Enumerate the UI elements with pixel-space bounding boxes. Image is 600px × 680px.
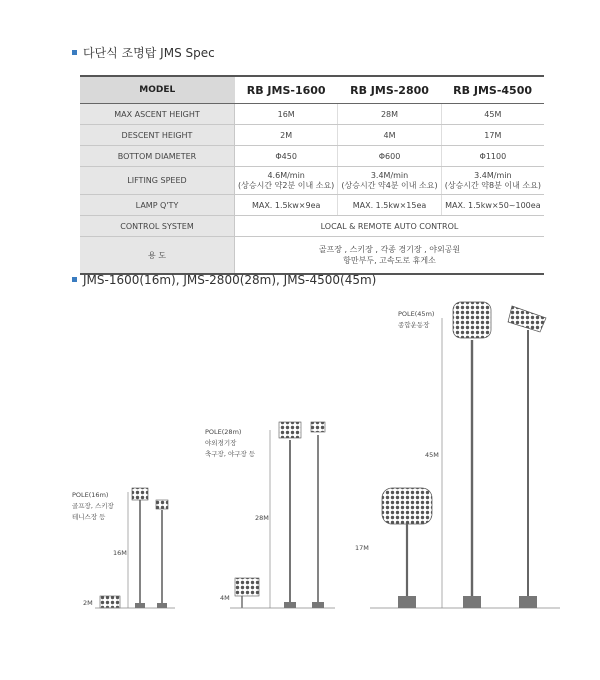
- section-title-spec: [72, 44, 215, 61]
- header-jms-1600: RB JMS-1600: [235, 76, 338, 104]
- cell-value: 17M: [441, 125, 544, 146]
- cell-value: Φ600: [338, 146, 441, 167]
- section-title-text: JMS-1600(16m), JMS-2800(28m), JMS-4500(45m): [83, 273, 377, 287]
- pole-base-icon: [398, 596, 416, 608]
- pole-16m-line2: 테니스장 등: [72, 513, 106, 521]
- pole-45m-line1: 종합운동장: [398, 321, 430, 329]
- pole-base-icon: [284, 602, 296, 608]
- lamp-head-icon: [156, 500, 168, 509]
- speed-value: 4.6M/min: [267, 170, 305, 180]
- pole-28m-title: POLE(28m): [205, 428, 242, 436]
- pole-28m-height-max: 28M: [255, 514, 269, 522]
- table-header-row: [80, 76, 544, 104]
- usage-line-1: 골프장 , 스키장 , 각종 경기장 , 야외공원: [318, 245, 461, 254]
- lamp-head-icon: [508, 306, 546, 332]
- row-label: LIFTING SPEED: [80, 167, 235, 195]
- table-row: [80, 125, 544, 146]
- table-row: [80, 104, 544, 125]
- header-model: MODEL: [80, 76, 235, 104]
- pole-45m-height-max: 45M: [425, 451, 439, 459]
- lamp-head-icon: [132, 488, 148, 500]
- pole-45m-height-min: 17M: [355, 544, 369, 552]
- lamp-head-icon: [311, 422, 325, 432]
- table-row: [80, 195, 544, 216]
- speed-note: (상승시간 약4분 이내 소요): [341, 180, 438, 190]
- cell-value: [338, 167, 441, 195]
- lamp-head-icon: [279, 422, 301, 438]
- pole-28m-group: [205, 422, 335, 608]
- pole-base-icon: [519, 596, 537, 608]
- cell-value: MAX. 1.5kw×9ea: [235, 195, 338, 216]
- pole-16m-title: POLE(16m): [72, 491, 109, 499]
- cell-value: Φ450: [235, 146, 338, 167]
- table-row: [80, 237, 544, 275]
- pole-45m-title: POLE(45m): [398, 310, 435, 318]
- pole-base-icon: [135, 603, 145, 608]
- bullet-square-icon: [72, 277, 77, 282]
- row-label: MAX ASCENT HEIGHT: [80, 104, 235, 125]
- bullet-square-icon: [72, 50, 77, 55]
- usage-line-2: 항만부두, 고속도로 휴게소: [343, 256, 436, 265]
- pole-28m-height-min: 4M: [220, 594, 230, 602]
- pole-base-icon: [463, 596, 481, 608]
- pole-16m-height-min: 2M: [83, 599, 93, 607]
- speed-value: 3.4M/min: [370, 170, 409, 180]
- cell-value: [441, 167, 544, 195]
- cell-value: [235, 167, 338, 195]
- cell-value: 28M: [338, 104, 441, 125]
- pole-28m-line1: 야외경기장: [205, 439, 237, 447]
- lamp-head-icon: [453, 302, 491, 338]
- cell-value: [235, 237, 545, 275]
- header-jms-2800: RB JMS-2800: [338, 76, 441, 104]
- row-label: 용 도: [80, 237, 235, 275]
- speed-note: (상승시간 약2분 이내 소요): [238, 180, 335, 190]
- cell-value: MAX. 1.5kw×15ea: [338, 195, 441, 216]
- cell-value: LOCAL & REMOTE AUTO CONTROL: [235, 216, 545, 237]
- speed-value: 3.4M/min: [474, 170, 512, 180]
- pole-diagram: [0, 290, 600, 620]
- lamp-head-lowered-icon: [235, 578, 259, 596]
- lamp-head-lowered-icon: [382, 488, 432, 524]
- row-label: CONTROL SYSTEM: [80, 216, 235, 237]
- cell-value: Φ1100: [441, 146, 544, 167]
- section-title-text: 다단식 조명탑 JMS Spec: [83, 46, 215, 60]
- row-label: LAMP Q'TY: [80, 195, 235, 216]
- cell-value: MAX. 1.5kw×50~100ea: [441, 195, 544, 216]
- spec-table: [80, 75, 544, 275]
- cell-value: 2M: [235, 125, 338, 146]
- speed-note: (상승시간 약8분 이내 소요): [444, 180, 541, 190]
- pole-base-icon: [157, 603, 167, 608]
- cell-value: 16M: [235, 104, 338, 125]
- header-jms-4500: RB JMS-4500: [441, 76, 544, 104]
- pole-28m-line2: 축구장, 야구장 등: [205, 450, 256, 458]
- pole-16m-group: [72, 488, 175, 608]
- table-row: [80, 216, 544, 237]
- table-row: [80, 167, 544, 195]
- cell-value: 4M: [338, 125, 441, 146]
- table-row: [80, 146, 544, 167]
- pole-base-icon: [312, 602, 324, 608]
- lamp-head-lowered-icon: [100, 596, 120, 608]
- cell-value: 45M: [441, 104, 544, 125]
- pole-16m-height-max: 16M: [113, 549, 127, 557]
- pole-45m-group: [355, 302, 560, 608]
- section-title-models: [72, 273, 376, 287]
- pole-16m-line1: 골프장, 스키장: [72, 502, 114, 510]
- row-label: DESCENT HEIGHT: [80, 125, 235, 146]
- row-label: BOTTOM DIAMETER: [80, 146, 235, 167]
